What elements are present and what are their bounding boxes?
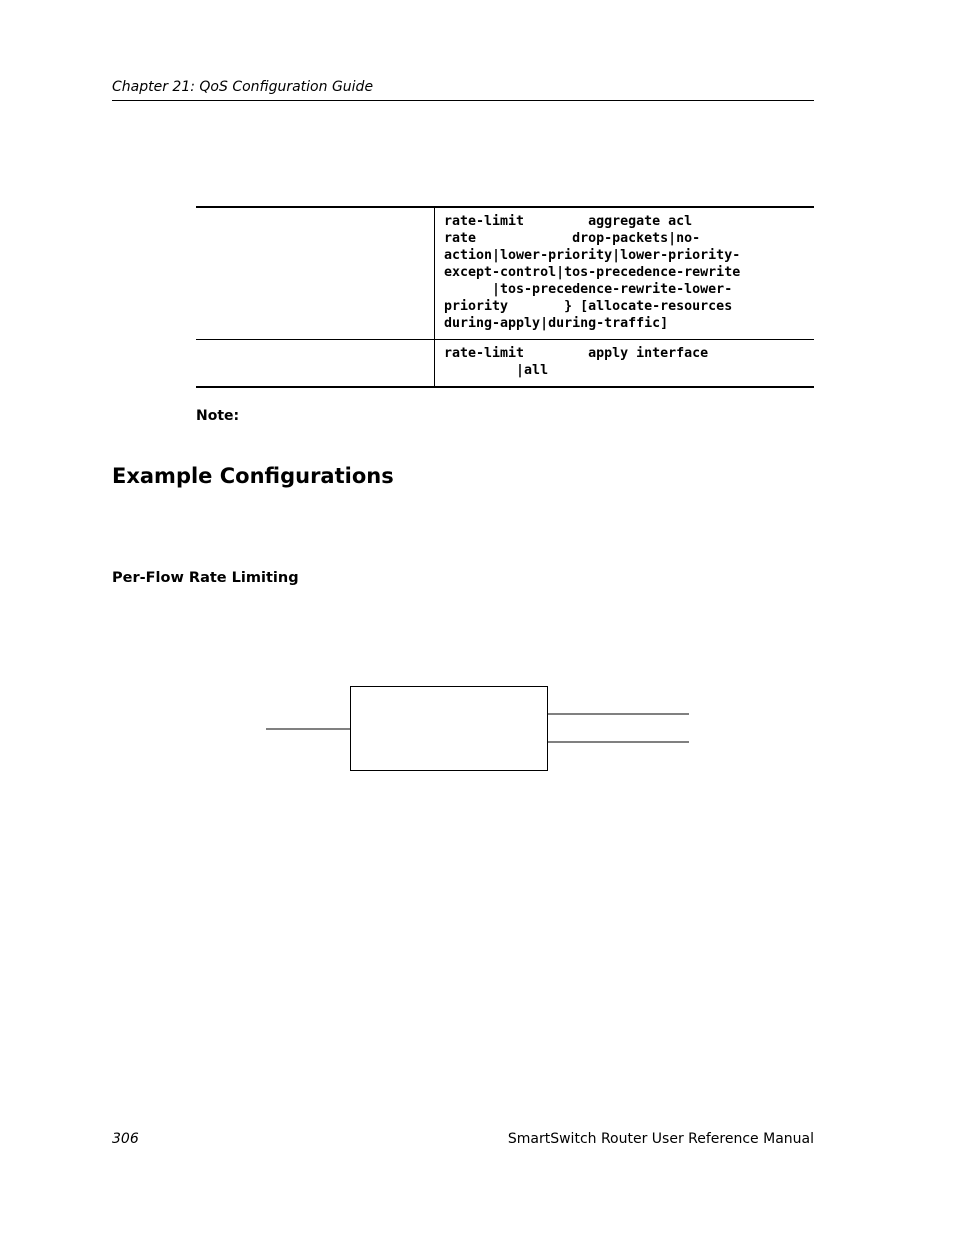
command-cell — [435, 340, 815, 388]
command-syntax: rate-limit aggregate acl rate drop-packets|no- action|lower-priority|lower-priority- except-control|tos-precedence-rewrite |tos-precedence-rewrite-lower- priority } [allocate-resources during-apply|during-traffic] — [444, 214, 741, 331]
table-row — [196, 340, 814, 388]
running-head: Chapter 21: QoS Configuration Guide — [112, 79, 374, 95]
description-cell — [196, 207, 435, 340]
manual-title: SmartSwitch Router User Reference Manual — [507, 1131, 814, 1147]
section-heading: Example Configurations — [112, 464, 394, 488]
command-table — [196, 206, 814, 388]
router-box — [351, 687, 548, 771]
header-rule — [112, 100, 814, 101]
page-number: 306 — [112, 1131, 139, 1147]
description-cell — [196, 340, 435, 388]
command-syntax: rate-limit apply interface |all — [444, 346, 709, 378]
subsection-heading: Per-Flow Rate Limiting — [112, 570, 299, 586]
command-cell — [435, 207, 815, 340]
table-row — [196, 207, 814, 340]
note-label: Note: — [196, 408, 240, 424]
flow-diagram — [260, 680, 700, 780]
